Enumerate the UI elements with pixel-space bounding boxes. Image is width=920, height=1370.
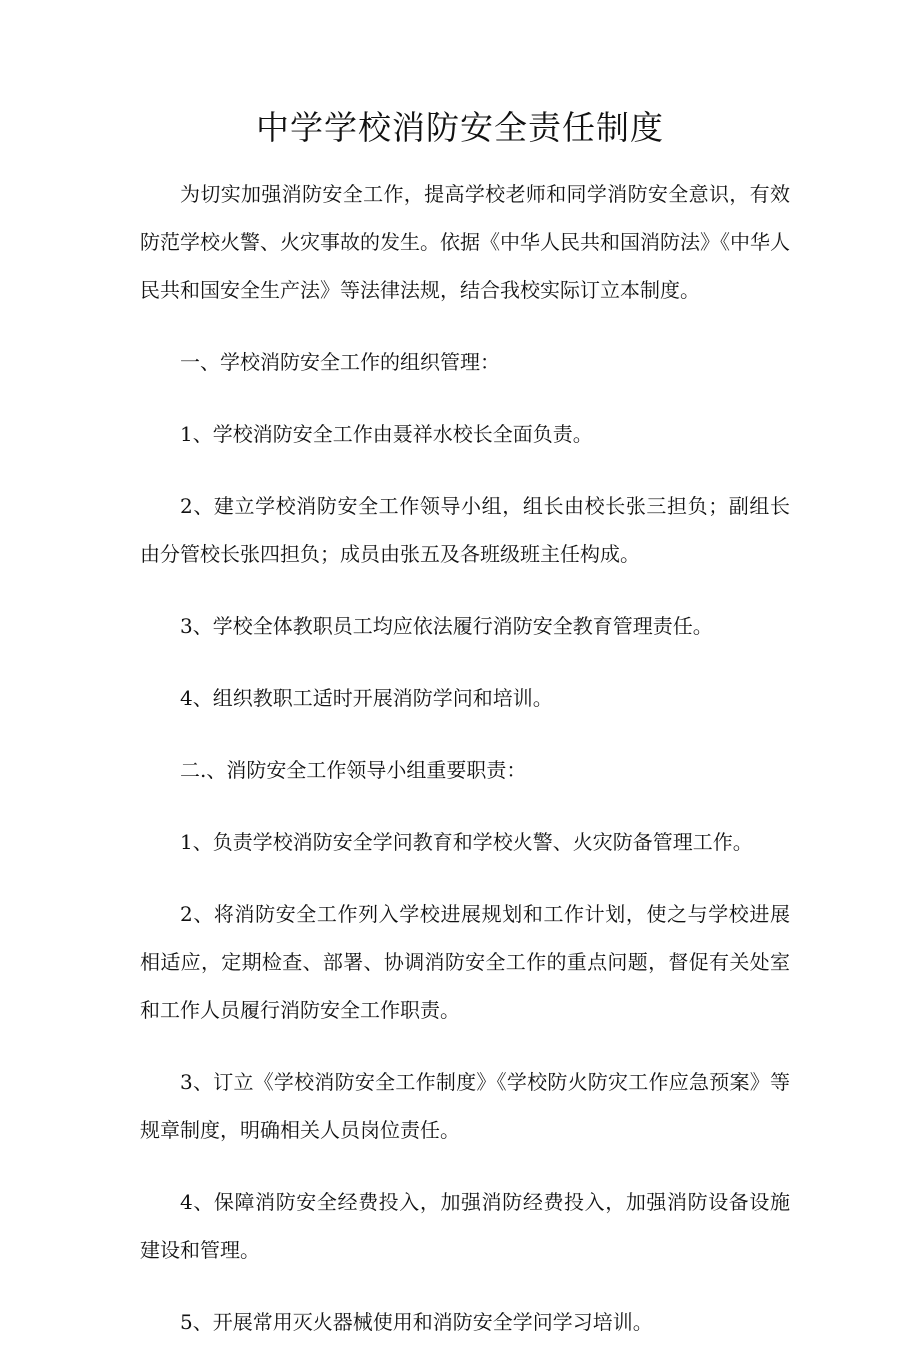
section-2-item-5: 5、开展常用灭火器械使用和消防安全学问学习培训。 (180, 1310, 653, 1334)
section-2-item-4: 4、保障消防安全经费投入，加强消防经费投入，加强消防设备设施建设和管理。 (140, 1190, 790, 1262)
section-1-item-4: 4、组织教职工适时开展消防学问和培训。 (180, 686, 553, 710)
section-2-item-3: 3、订立《学校消防安全工作制度》《学校防火防灾工作应急预案》等规章制度，明确相关人员岗位责任。 (140, 1070, 790, 1142)
section-1-item-3: 3、学校全体教职员工均应依法履行消防安全教育管理责任。 (180, 614, 713, 638)
section-heading-2: 二.、消防安全工作领导小组重要职责： (180, 758, 527, 782)
section-1-item-1: 1、学校消防安全工作由聂祥水校长全面负责。 (180, 422, 593, 446)
section-1-item-2: 2、建立学校消防安全工作领导小组，组长由校长张三担负；副组长由分管校长张四担负；成员由张五及各班级班主任构成。 (140, 494, 790, 566)
intro-paragraph: 为切实加强消防安全工作，提高学校老师和同学消防安全意识，有效防范学校火警、火灾事故的发生。依据《中华人民共和国消防法》《中华人民共和国安全生产法》等法律法规，结合我校实际订立本制度。 (140, 182, 790, 302)
document-body (140, 170, 790, 1370)
section-2-item-2: 2、将消防安全工作列入学校进展规划和工作计划，使之与学校进展相适应，定期检查、部署、协调消防安全工作的重点问题，督促有关处室和工作人员履行消防安全工作职责。 (140, 902, 790, 1022)
section-heading-1: 一、学校消防安全工作的组织管理： (180, 350, 500, 374)
document-title: 中学学校消防安全责任制度 (256, 108, 664, 147)
section-2-item-1: 1、负责学校消防安全学问教育和学校火警、火灾防备管理工作。 (180, 830, 753, 854)
